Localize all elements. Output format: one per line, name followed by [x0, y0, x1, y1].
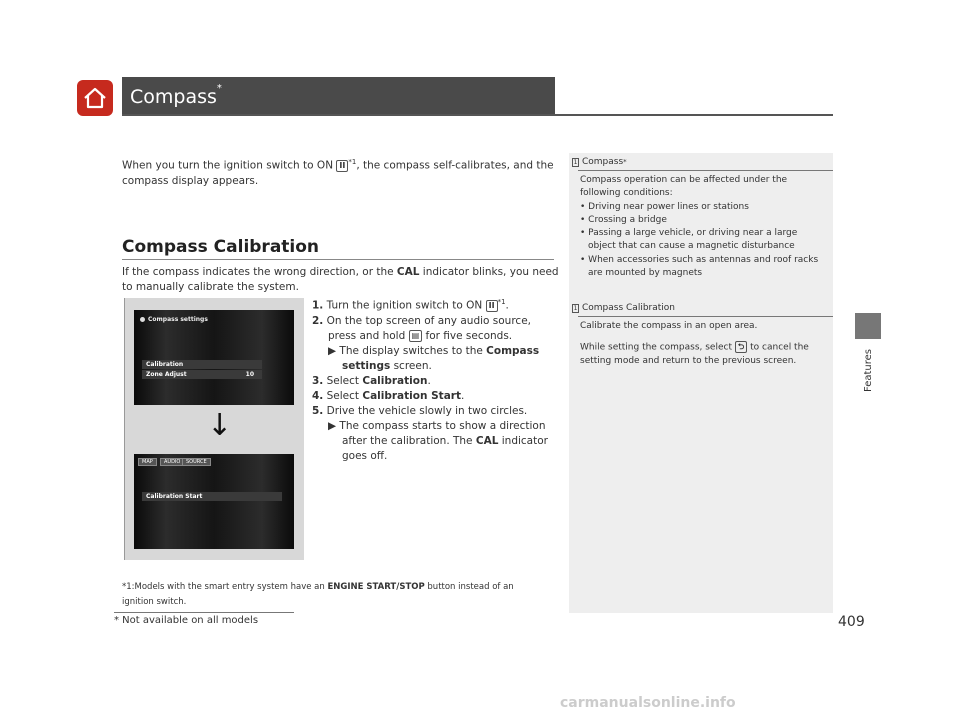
compass-settings-screen: Compass settings Calibration Zone Adjust 10 [134, 310, 294, 405]
arrow-right-icon: ▶ [328, 419, 337, 432]
watermark: carmanualsonline.info [560, 695, 736, 711]
intro-paragraph: When you turn the ignition switch to ON II $^{*1}$, the compass self-calibrates, and the compass display appears. [122, 158, 554, 187]
section-tab[interactable]: Features [862, 348, 874, 392]
bottom-divider [114, 612, 294, 613]
footnote: *1:Models with the smart entry system have an ENGINE START/STOP button instead of an ignition switch. [122, 582, 514, 607]
note-icon: 1 [573, 158, 578, 166]
note-divider [578, 316, 833, 317]
note-calibration-body: Calibrate the compass in an open area. While setting the compass, select ⮌ to cancel the setting mode and return to the previous screen. [580, 321, 809, 367]
ignition-key-symbol: II [336, 160, 348, 172]
note-icon: 1 [573, 304, 578, 312]
arrow-right-icon: ▶ [328, 344, 337, 357]
screen-illustration [124, 298, 304, 560]
home-icon [82, 86, 108, 110]
arrow-down-icon: ↓ [207, 408, 233, 443]
section-tab-marker [855, 313, 881, 339]
home-button[interactable] [77, 80, 113, 116]
ignition-key-symbol: II [486, 300, 498, 312]
back-button-icon: ⮌ [735, 341, 747, 353]
note-compass-title: 1 Compass * [573, 157, 627, 167]
section-title: Compass Calibration [122, 237, 320, 257]
menu-button-icon: ▤ [409, 330, 423, 342]
section-paragraph: If the compass indicates the wrong direction, or the CAL indicator blinks, you need to manually calibrate the system. [122, 266, 559, 293]
section-divider [122, 259, 554, 260]
title-divider [122, 114, 833, 116]
note-divider [578, 170, 833, 171]
note-compass-body: Compass operation can be affected under the following conditions: • Driving near power lines or stations • Crossing a bridge • Passing a large vehicle, or driving near a large object that can cause a magnetic disturbance • When accessories such as antennas and roof racks are mounted by magnets [580, 175, 819, 279]
steps-list: 1. Turn the ignition switch to ON II $^{*1}$. 2. On the top screen of any audio source, press and hold ▤ for five seconds. ▶ The display switches to the Compass settings screen. 3. Select Calibration. 4. Select Calibration Start. 5. Drive the vehicle slowly in two circles. ▶ The compass starts to show a direction after the calibration. The CAL indicator goes off. [312, 298, 548, 462]
screen-dot-icon [140, 317, 145, 322]
page-title: Compass* [122, 77, 555, 114]
zone-adjust-row: Zone Adjust 10 [142, 370, 262, 379]
availability-note: * Not available on all models [114, 615, 259, 626]
note-calibration-title: 1 Compass Calibration [573, 303, 675, 313]
calibration-start-screen: MAP AUDIO SOURCE Calibration Start [134, 454, 294, 549]
page-number: 409 [838, 614, 865, 630]
